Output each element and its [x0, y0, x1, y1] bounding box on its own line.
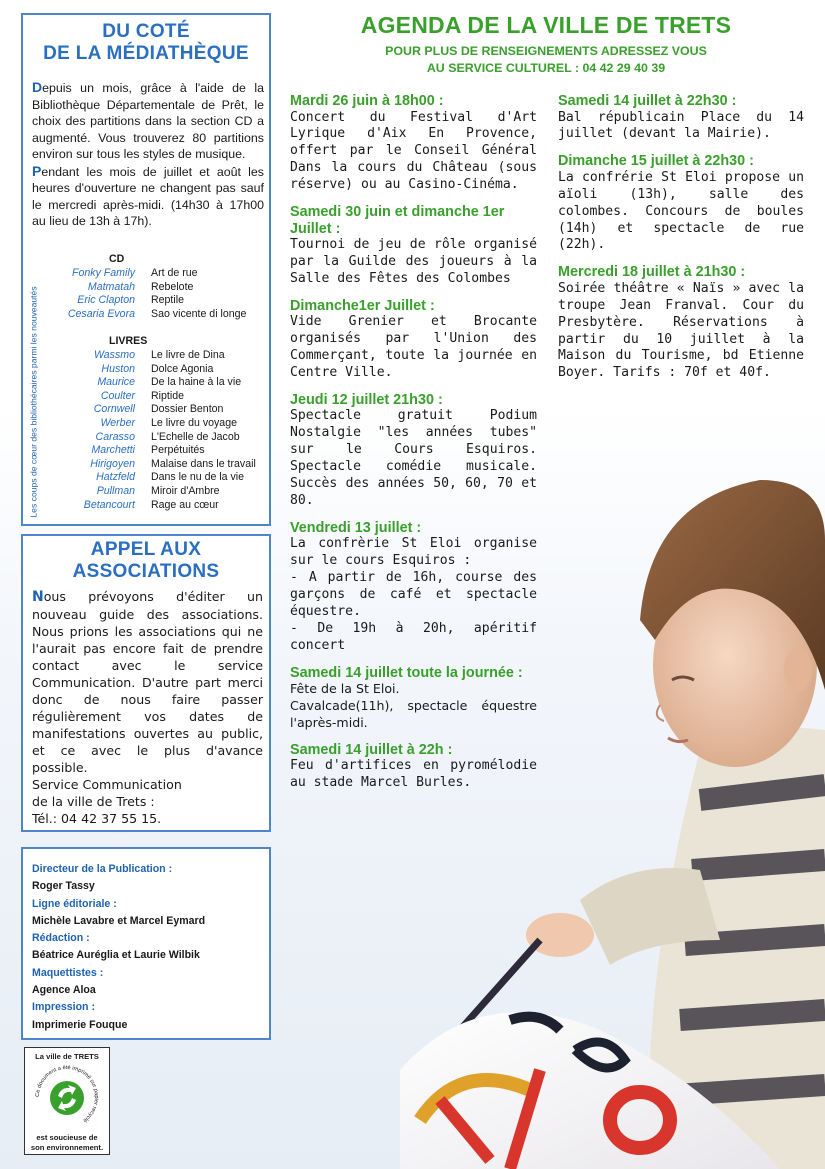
dropcap: P	[32, 162, 42, 179]
event-date: Samedi 14 juillet toute la journée :	[290, 664, 523, 681]
mediatheque-text	[32, 79, 264, 230]
credit-person: Béatrice Auréglia et Laurie Wilbik	[32, 949, 200, 962]
item-title: Reptile	[151, 294, 184, 307]
dropcap: N	[32, 589, 44, 605]
item-title: Rage au cœur	[151, 498, 219, 511]
book-item	[45, 444, 271, 458]
item-title: Rebelote	[151, 280, 194, 293]
item-author: Fonky Family	[72, 267, 135, 279]
event-date: Jeudi 12 juillet 21h30 :	[290, 391, 443, 408]
logo-ring-text: Ce document a été imprimé sur papier recyclé	[34, 1064, 100, 1124]
item-title: Sao vicente di longe	[151, 307, 247, 320]
item-author: Huston	[101, 362, 135, 375]
agenda-event	[290, 204, 537, 288]
item-author: Betancourt	[83, 498, 135, 511]
credit-person: Michèle Lavabre et Marcel Eymard	[32, 914, 206, 927]
event-description: Vide Grenier et Brocante organisés par l'Union des Commerçant, toute la journée en Centre Ville.	[290, 314, 537, 380]
event-description: La confrèrie St Eloi organise sur le cours Esquiros : - A partir de 16h, course des garçons de café et spectacle équestre. - De 19h à 20h, apéritif concert	[290, 536, 537, 653]
book-item	[45, 390, 271, 404]
item-author: Maurice	[97, 376, 135, 389]
item-title: Le livre de Dina	[151, 349, 225, 361]
event-description: Feu d'artifices en pyromélodie au stade Marcel Burles.	[290, 758, 537, 791]
agenda-title: AGENDA DE LA VILLE DE TRETS	[360, 12, 732, 38]
mediatheque-paragraph-2	[32, 163, 264, 230]
dropcap: D	[32, 79, 43, 95]
mediatheque-paragraph-1	[32, 79, 264, 163]
item-title: Art de rue	[151, 267, 198, 279]
associations-title-line2: ASSOCIATIONS	[72, 561, 220, 582]
paragraph-text: ous prévoyons d'éditer un nouveau guide des associations. Nous prions les associations qui ne l'aurait pas encore fait de prendre contact avec le service Communication. D'autre part merci donc de nous faire passer régulièrement vos dates de manifestations ouvertes au public, et ce avec le plus d'avance possible.	[32, 589, 263, 775]
logo-bottom-line-2: son environnement.	[30, 1143, 104, 1152]
item-author: Pullman	[96, 484, 135, 497]
agenda-subtitle-line1: POUR PLUS DE RENSEIGNEMENTS ADRESSEZ VOUS	[385, 44, 707, 58]
book-item	[45, 458, 271, 472]
associations-paragraph	[32, 588, 263, 776]
credit-role: Impression :	[32, 1001, 95, 1014]
logo-top-text: La ville de TRETS	[35, 1052, 99, 1061]
contact-line-2: de la ville de Trets :	[32, 794, 155, 809]
event-date: Samedi 30 juin et dimanche 1er Juillet :	[290, 204, 505, 237]
credits-list	[32, 861, 262, 1034]
book-item	[45, 363, 271, 377]
vertical-label-text: Les coups de cœur des bibliothécaires parmi les nouveautés	[29, 286, 40, 518]
item-author: Matmatah	[87, 280, 135, 293]
item-author: Marchetti	[91, 444, 135, 457]
item-title: L'Echelle de Jacob	[151, 430, 240, 443]
agenda-subtitle-line2: AU SERVICE CULTUREL : 04 42 29 40 39	[426, 61, 666, 75]
item-author: Werber	[100, 416, 135, 429]
credit-person: Roger Tassy	[32, 880, 95, 893]
mediatheque-title-line2: DE LA MÉDIATHÈQUE	[43, 43, 249, 64]
event-date: Mercredi 18 juillet à 21h30 :	[558, 264, 746, 281]
cd-item	[45, 294, 271, 308]
credit-role: Rédaction :	[32, 932, 90, 945]
item-author: Hatzfeld	[96, 471, 135, 484]
event-description: La confrérie St Eloi propose un aïoli (13h), salle des colombes. Concours de boules (14h) et spectacle de rue (22h).	[558, 169, 804, 253]
contact-phone: Tél.: 04 42 37 55 15.	[32, 811, 162, 826]
paragraph-text: endant les mois de juillet et août les heures d'ouverture ne changent pas sauf le mercredi après-midi. (14h30 à 17h00 au lieu de 13h à 17h).	[32, 164, 264, 228]
event-date: Dimanche 15 juillet à 22h30 :	[558, 153, 754, 170]
event-date: Mardi 26 juin à 18h00 :	[290, 93, 444, 109]
paragraph-text: epuis un mois, grâce à l'aide de la Bibliothèque Départementale de Prêt, le choix des partitions dans la section CD a augmenté. Vous trouverez 80 partitions environ sur tous les styles de musique.	[32, 81, 264, 161]
item-author: Hirigoyen	[90, 457, 135, 470]
recycled-paper-logo	[24, 1047, 110, 1155]
recycle-icon	[32, 1062, 102, 1132]
event-date: Vendredi 13 juillet :	[290, 519, 422, 536]
credit-role: Ligne éditoriale :	[32, 897, 117, 910]
event-description: Tournoi de jeu de rôle organisé par la Guilde des joueurs à la Salle des Fêtes des Colombes	[290, 237, 537, 286]
item-author: Coulter	[100, 389, 135, 402]
agenda-subtitle	[290, 43, 802, 77]
credits-box	[21, 847, 271, 1040]
logo-bottom-line-1: est soucieuse de	[36, 1133, 98, 1142]
agenda-event	[290, 520, 537, 655]
event-description: Soirée théâtre « Naïs » avec la troupe Jean Franval. Cour du Presbytère. Réservations à partir du 10 juillet à la Maison du Tourisme, bd Etienne Boyer. Tarifs : 70f et 40f.	[558, 280, 804, 381]
item-title: Dolce Agonia	[151, 362, 214, 375]
item-author: Cornwell	[93, 403, 135, 416]
agenda-event	[290, 298, 537, 382]
mediatheque-title-line1: DU COTÉ	[102, 21, 190, 42]
event-date: Samedi 14 juillet à 22h30 :	[558, 93, 737, 109]
agenda-event	[290, 665, 537, 732]
livres-list	[45, 335, 271, 512]
cd-item	[45, 267, 271, 281]
event-description: Concert du Festival d'Art Lyrique d'Aix En Provence, offert par le Conseil Général Dans la cours du Château (sous réserve) ou au Casino-Cinéma.	[290, 109, 537, 193]
item-title: Perpétuités	[151, 444, 205, 457]
associations-title-line1: APPEL AUX	[90, 539, 202, 560]
agenda-event	[290, 93, 537, 194]
item-title: Dossier Benton	[151, 403, 224, 416]
credit-person: Agence Aloa	[32, 984, 96, 997]
event-description: Fête de la St Eloi. Cavalcade(11h), spectacle équestre l'après-midi.	[290, 681, 537, 730]
credit-role: Directeur de la Publication :	[32, 863, 173, 875]
agenda-event	[558, 153, 804, 254]
item-title: De la haine à la vie	[151, 376, 242, 389]
book-item	[45, 431, 271, 445]
cd-heading: CD	[109, 253, 125, 265]
book-item	[45, 403, 271, 417]
associations-text	[32, 588, 263, 827]
item-title: Malaise dans le travail	[151, 457, 256, 470]
event-description: Spectacle gratuit Podium Nostalgie "les années tubes" sur le Cours Esquiros. Spectacle comédie musicale. Succès des années 50, 60, 70 et 80.	[290, 408, 537, 508]
credit-person: Imprimerie Fouque	[32, 1018, 128, 1031]
livres-heading: LIVRES	[109, 335, 148, 347]
event-date: Samedi 14 juillet à 22h :	[290, 741, 453, 758]
agenda-event	[558, 264, 804, 382]
book-item	[45, 485, 271, 499]
event-description: Bal républicain Place du 14 juillet (devant la Mairie).	[558, 109, 804, 142]
book-item	[45, 471, 271, 485]
agenda-event	[558, 93, 804, 143]
item-title: Miroir d'Ambre	[151, 484, 220, 497]
item-author: Carasso	[95, 430, 135, 443]
mediatheque-box	[21, 13, 271, 526]
vertical-label	[25, 267, 43, 537]
associations-box	[21, 534, 271, 832]
item-author: Wassmo	[93, 349, 135, 361]
book-item	[45, 417, 271, 431]
agenda-event	[290, 392, 537, 510]
item-title: Riptide	[151, 389, 184, 402]
book-item	[45, 376, 271, 390]
cd-item	[45, 308, 271, 322]
credit-role: Maquettistes :	[32, 966, 104, 979]
item-title: Dans le nu de la vie	[151, 471, 245, 484]
book-item	[45, 349, 271, 363]
cd-item	[45, 281, 271, 295]
agenda-column-1	[290, 93, 537, 802]
item-author: Eric Clapton	[77, 294, 135, 307]
item-title: Le livre du voyage	[151, 416, 237, 429]
book-item	[45, 499, 271, 513]
contact-line-1: Service Communication	[32, 777, 182, 792]
item-author: Cesaria Evora	[67, 307, 135, 320]
agenda-column-2	[558, 93, 804, 392]
cd-list	[45, 253, 271, 321]
agenda-event	[290, 742, 537, 792]
event-date: Dimanche1er Juillet :	[290, 297, 435, 314]
